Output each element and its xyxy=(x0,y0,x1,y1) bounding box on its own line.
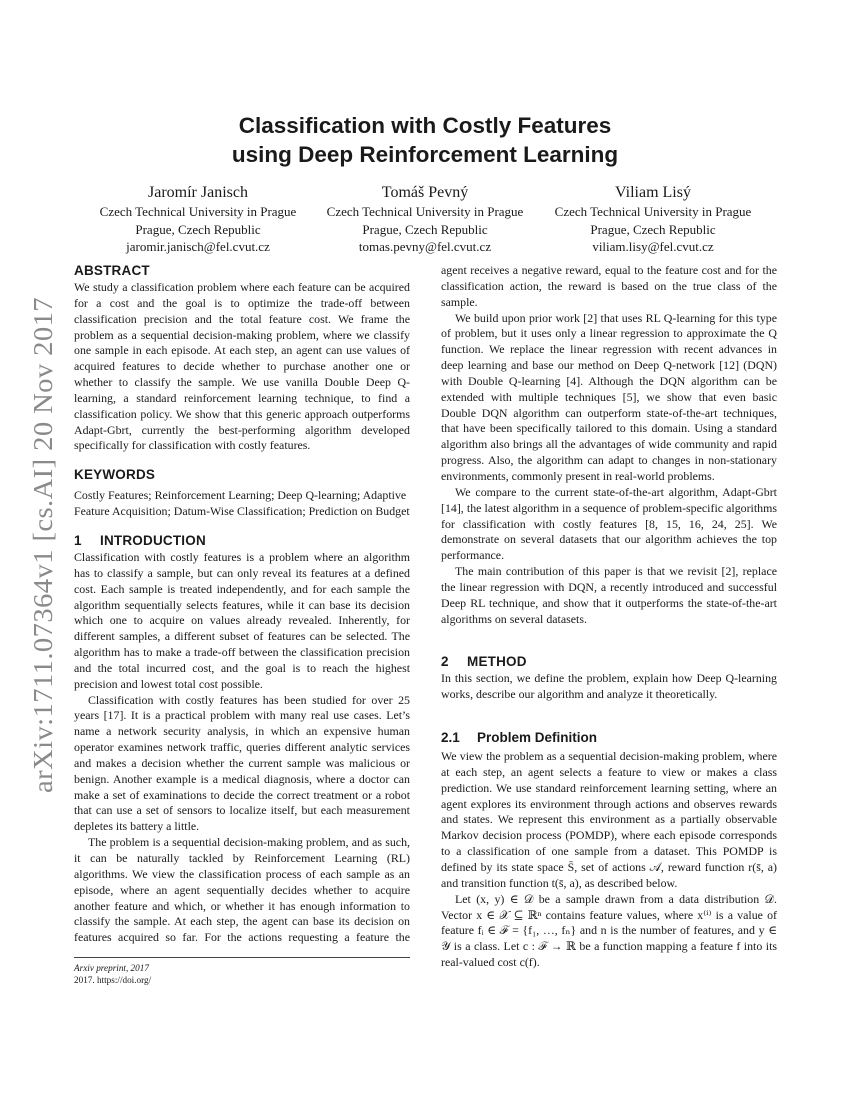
intro-paragraph-3-continued: agent receives a negative reward, equal to the feature cost and for the classification action, the reward is based on the true class of the sample. xyxy=(441,263,777,309)
introduction-heading xyxy=(74,532,410,550)
title-line-1: Classification with Costly Features xyxy=(238,113,612,138)
arxiv-stamp-svg xyxy=(14,296,64,796)
abstract-heading: ABSTRACT xyxy=(74,263,150,278)
intro-paragraph-6: The main contribution of this paper is that we revisit [2], replace the linear regression with DQN, a recently introduced and successful Deep RL technique, and show that it outperforms the state-of-the-art algorithms on several datasets. xyxy=(441,564,777,626)
author-affiliation: Czech Technical University in Prague xyxy=(99,204,297,219)
title-line-2: using Deep Reinforcement Learning xyxy=(231,142,619,167)
subsection-number: 2.1 xyxy=(441,730,460,746)
method-heading xyxy=(441,653,777,671)
footnote-venue: Arxiv preprint, 2017 xyxy=(74,963,149,973)
problem-definition-paragraph-2: Let (x, y) ∈ 𝒟 be a sample drawn from a data distribution 𝒟. Vector x ∈ 𝒳 ⊆ ℝⁿ contains feature values, where x⁽ⁱ⁾ is a value of feature fᵢ ∈ ℱ = {f₁, …, fₙ} and n is the number of features, and y ∈ 𝒴 is a class. Let c : ℱ → ℝ be a function mapping a feature f into its real-valued cost c(f). xyxy=(441,891,777,970)
author-block-3 xyxy=(538,182,768,256)
keywords-heading: KEYWORDS xyxy=(74,467,156,483)
arxiv-id: arXiv:1711.07364v1 [cs.AI] 20 Nov 2017 xyxy=(28,324,58,793)
author-name: Tomáš Pevný xyxy=(381,184,469,201)
author-affiliation: Czech Technical University in Prague xyxy=(554,204,752,219)
keywords-text: Costly Features; Reinforcement Learning; Deep Q-learning; Adaptive Feature Acquisition; Datum-Wise Classification; Prediction on Budget xyxy=(74,488,410,519)
author-location: Prague, Czech Republic xyxy=(135,221,261,237)
author-location: Prague, Czech Republic xyxy=(362,221,488,237)
author-email[interactable]: tomas.pevny@fel.cvut.cz xyxy=(358,239,492,254)
section-title: INTRODUCTION xyxy=(100,532,206,548)
footnote-rule xyxy=(74,957,410,958)
author-block-2 xyxy=(310,182,540,256)
intro-paragraph-3: The problem is a sequential decision-making problem, and as such, it can be naturally tackled by Reinforcement Learning (RL) algorithms. We view the classification process of each sample as an episode, where an agent sequentially decides whether to acquire another feature and which, or whether it has enough information to classify the sample. At each step, the agent can base its decision on features acquired so far. For the actions requesting a feature the xyxy=(74,835,410,945)
author-affiliation: Czech Technical University in Prague xyxy=(326,204,524,219)
author-email[interactable]: jaromir.janisch@fel.cvut.cz xyxy=(126,239,270,254)
intro-paragraph-2: Classification with costly features has been studied for over 25 years [17]. It is a practical problem with many real use cases. Let’s name a network security analysis, in which an expensive human operator examines network traffic, queries different analytic services and makes a decision whether the current sample was malicious or benign. Another example is a medical diagnosis, where a doctor can make a set of examinations to decide the correct treatment or a robot that can use a set of sensors to localize itself, but each measurement depletes its battery a little. xyxy=(74,692,410,834)
intro-paragraph-1: Classification with costly features is a problem where an algorithm has to classify a sample, but can only reveal its features at a defined cost. Each sample is treated independently, and for each sample the algorithm sequentially selects features, while it can base its decision which one to acquire on values already revealed. Inherently, for different samples, a different subset of features can be selected. The algorithm has to make a trade-off between the classification precision and the total incurred cost, and the goal is to reach the highest precision and lowest total cost possible. xyxy=(74,549,410,691)
author-email[interactable]: viliam.lisy@fel.cvut.cz xyxy=(592,239,714,254)
section-number: 2 xyxy=(441,654,449,670)
subsection-title: Problem Definition xyxy=(477,730,598,746)
left-column xyxy=(74,262,410,946)
author-block-1 xyxy=(83,182,313,256)
footnote xyxy=(74,962,151,986)
section-title: METHOD xyxy=(467,654,527,670)
author-name: Viliam Lisý xyxy=(615,184,691,201)
intro-paragraph-4: We build upon prior work [2] that uses RL Q-learning for this type of problem, but it uses only a linear regression to approximate the Q function. We replace the linear regression with recent advances in deep learning and base our method on Deep Q-network [12] (DQN) with Double Q-learning [4]. Although the DQN algorithm can be extended with multiple techniques [5], we show that even basic Double DQN algorithm can outperform state-of-the-art techniques, that have been specifically tailored to this domain. Using a standard algorithm also brings all the advantages of wide community and rapid progress. Also, the algorithm can adapt to changes in non-stationary environments, commonly present in real-world problems. xyxy=(441,310,777,483)
problem-definition-heading xyxy=(441,729,777,747)
intro-paragraph-5: We compare to the current state-of-the-art algorithm, Adapt-Gbrt [14], the latest algorithm in a sequence of problem-specific algorithms for classification with costly features [8, 15, 16, 24, 25]. We demonstrate on several datasets that our algorithm achieves the top performance. xyxy=(441,484,777,563)
right-column xyxy=(441,263,777,971)
problem-definition-paragraph-1: We view the problem as a sequential decision-making problem, where at each step, an agent selects a feature to view or makes a class prediction. We use standard reinforcement learning setting, where an agent explores its environment through actions and observes rewards and states. We represent this environment as a partially observable Markov decision process (POMDP), where each episode corresponds to a classification of one sample from a dataset. This POMDP is defined by its state space S̄, set of actions 𝒜, reward function r(s̄, a) and transition function t(s̄, a), as described below. xyxy=(441,749,777,890)
section-number: 1 xyxy=(74,532,82,548)
arxiv-stamp xyxy=(14,296,64,796)
author-name: Jaromír Janisch xyxy=(148,184,248,201)
abstract-text: We study a classification problem where each feature can be acquired for a cost and the goal is to optimize the trade-off between classification precision and the total feature cost. We frame the problem as a sequential decision-making problem, where we classify one sample in each episode. At each step, an agent can use values of acquired features to decide whether to purchase another one or whether to classify the sample. We use vanilla Double Deep Q-learning, a standard reinforcement learning technique, to find a classification policy. We show that this generic approach outperforms Adapt-Gbrt, currently the best-performing algorithm developed specifically for classification with costly features. xyxy=(74,280,410,453)
author-location: Prague, Czech Republic xyxy=(590,221,716,237)
method-text: In this section, we define the problem, explain how Deep Q-learning works, describe our algorithm and analyze it theoretically. xyxy=(441,671,777,702)
paper-title xyxy=(120,111,730,169)
footnote-doi[interactable]: 2017. https://doi.org/ xyxy=(74,975,152,985)
